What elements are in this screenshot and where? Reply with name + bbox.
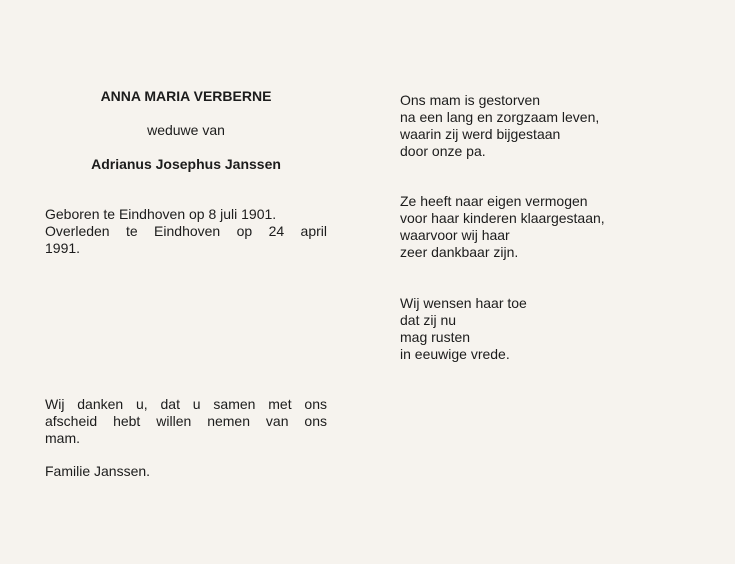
verse-2-line-3: waarvoor wij haar <box>400 227 510 243</box>
deceased-name: ANNA MARIA VERBERNE <box>100 88 272 104</box>
verse-3 <box>400 295 527 363</box>
spouse-name: Adrianus Josephus Janssen <box>91 156 281 172</box>
left-column <box>45 0 327 564</box>
verse-1-line-4: door onze pa. <box>400 143 486 159</box>
death-line: Overleden te Eindhoven op 24 april <box>45 223 327 239</box>
verse-3-line-1: Wij wensen haar toe <box>400 295 527 311</box>
verse-1-line-2: na een lang en zorgzaam leven, <box>400 109 600 125</box>
verse-1-line-1: Ons mam is gestorven <box>400 92 541 108</box>
verse-2 <box>400 193 605 261</box>
verse-2-line-1: Ze heeft naar eigen vermogen <box>400 193 588 209</box>
thanks-line-2: afscheid hebt willen nemen van ons <box>45 413 327 429</box>
death-year-line: 1991. <box>45 240 81 256</box>
relation-text: weduwe van <box>147 122 225 138</box>
verse-3-line-2: dat zij nu <box>400 312 457 328</box>
verse-3-line-4: in eeuwige vrede. <box>400 346 510 362</box>
verse-2-line-2: voor haar kinderen klaargestaan, <box>400 210 605 226</box>
thanks-line-3: mam. <box>45 430 80 446</box>
verse-1 <box>400 92 599 160</box>
right-column <box>400 0 700 564</box>
thanks-line-1: Wij danken u, dat u samen met ons <box>45 396 327 412</box>
thanks-paragraph <box>45 396 327 447</box>
verse-2-line-4: zeer dankbaar zijn. <box>400 244 519 260</box>
birth-line: Geboren te Eindhoven op 8 juli 1901. <box>45 206 277 222</box>
life-dates <box>45 206 327 257</box>
family-signature: Familie Janssen. <box>45 463 151 479</box>
verse-3-line-3: mag rusten <box>400 329 471 345</box>
verse-1-line-3: waarin zij werd bijgestaan <box>400 126 561 142</box>
